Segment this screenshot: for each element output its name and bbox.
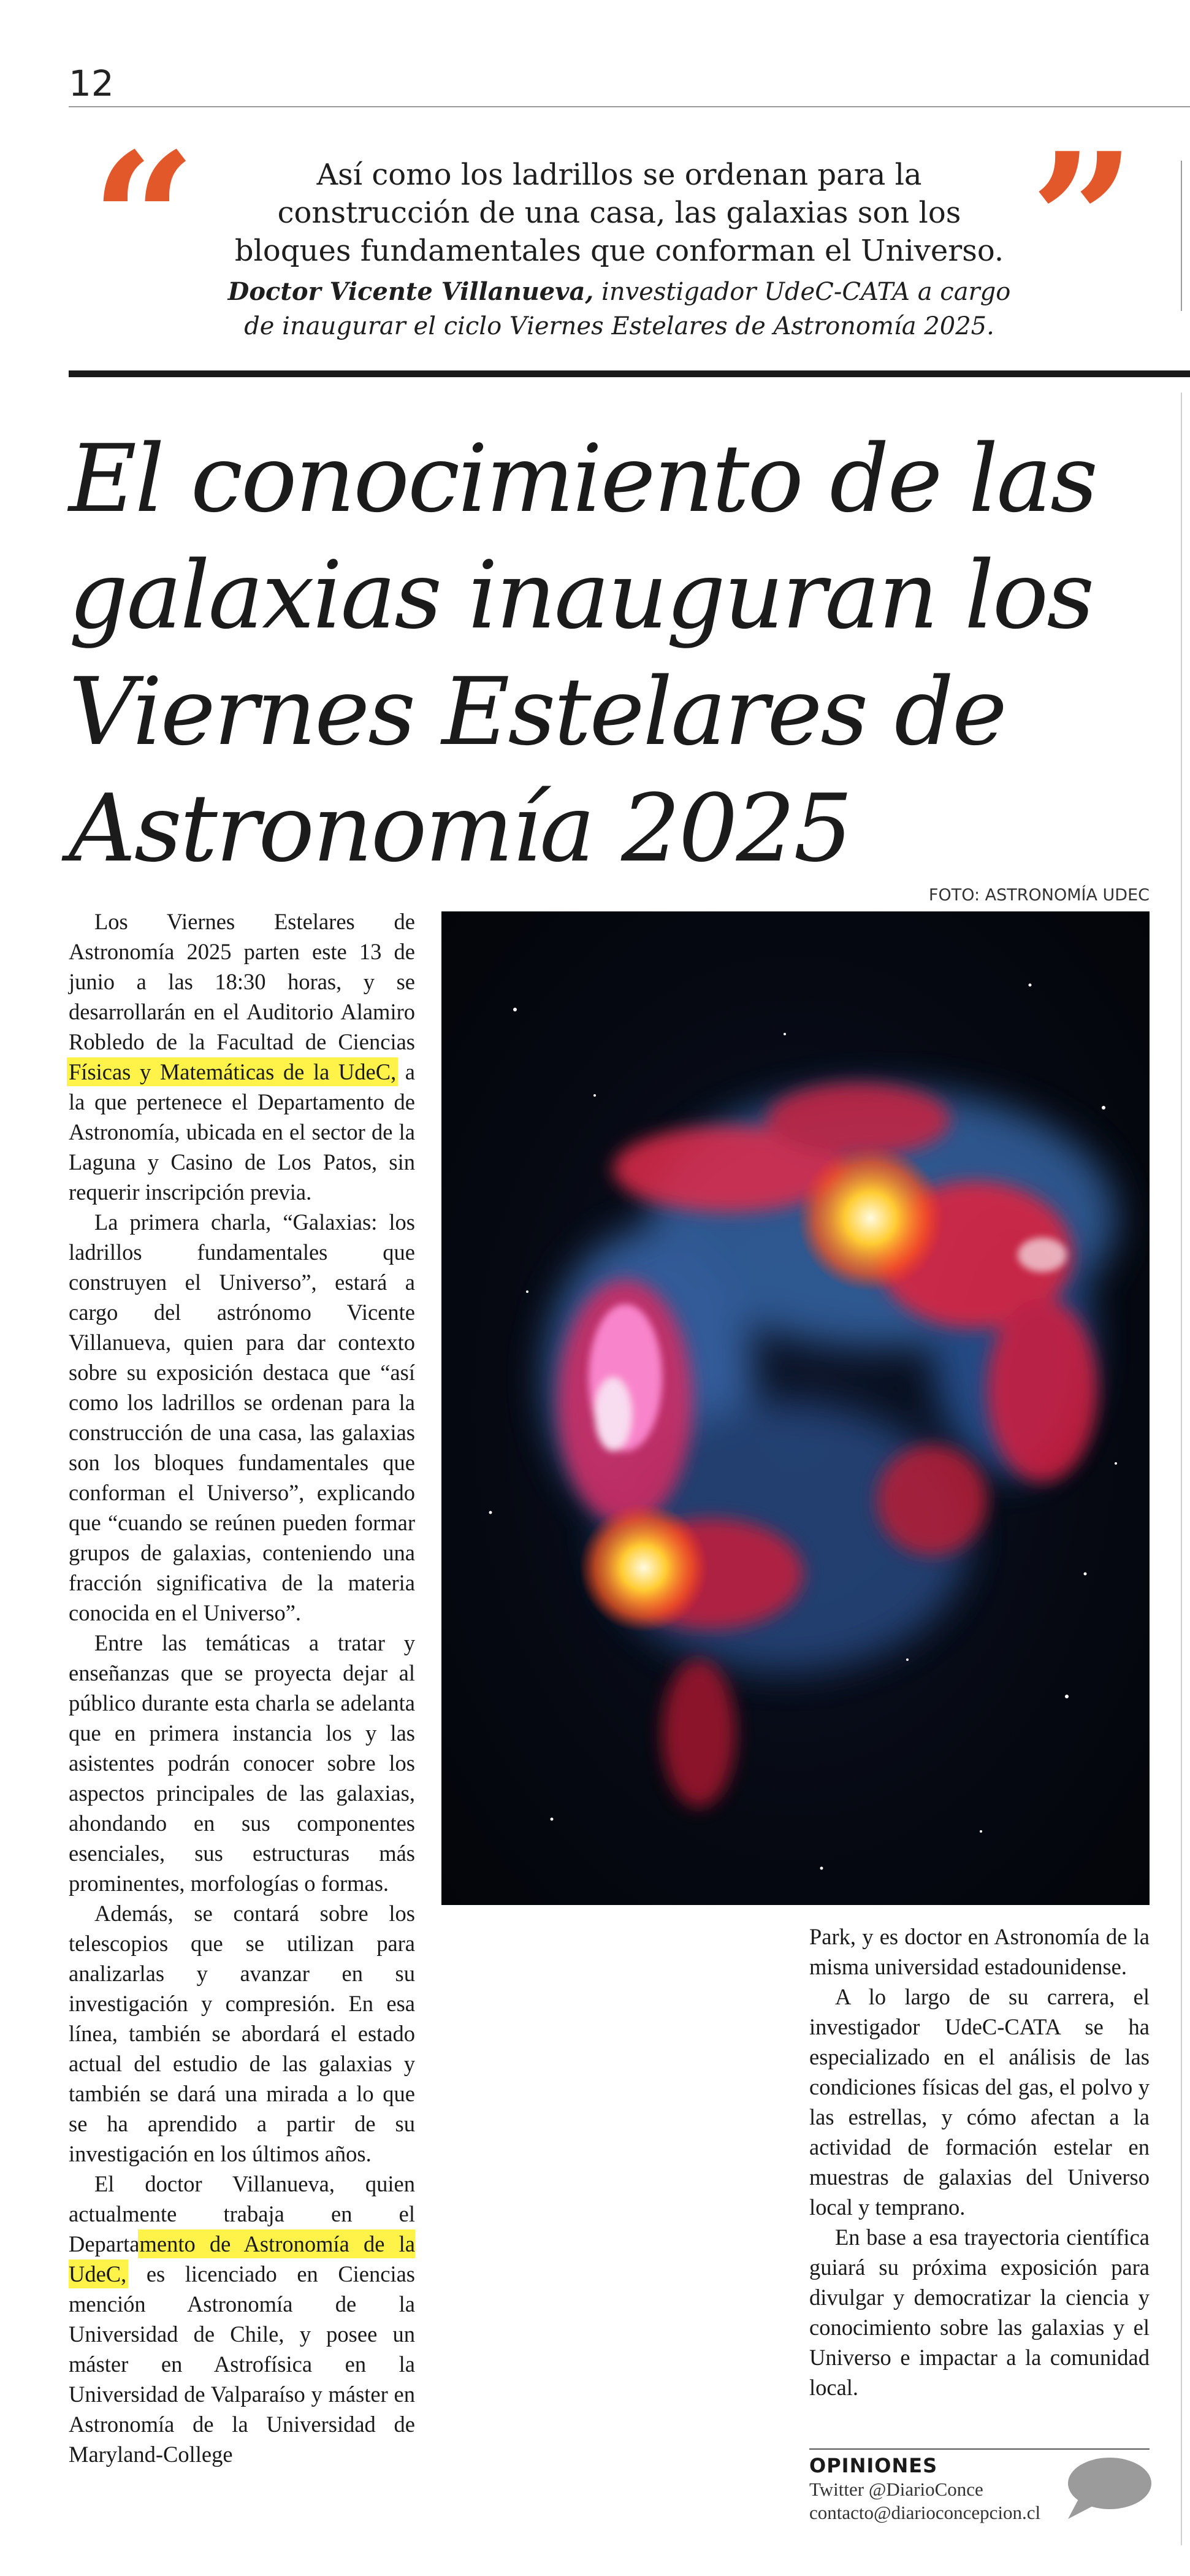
photo-credit: FOTO: ASTRONOMÍA UDEC (928, 886, 1150, 905)
body-column-right (809, 1922, 1150, 2402)
right-rule (1181, 161, 1182, 311)
pull-quote-attribution (227, 275, 1012, 343)
body-paragraph: Entre las temáticas a tratar y enseñanzas que se proyecta dejar al público durante esta charla se adelanta que en primera instancia los y las asistentes podrán conocer sobre los aspectos principales de las galaxias, ahondando en sus componentes esenciales, sus estructuras más prominentes, morfologías o formas. (69, 1630, 415, 1896)
opinions-rule (809, 2448, 1150, 2450)
speech-bubble-icon (1061, 2455, 1153, 2523)
quote-open-icon: “ (91, 112, 197, 329)
pull-quote (227, 156, 1012, 343)
highlighted-text: mento de Astronomía de la UdeC, (69, 2231, 415, 2287)
opinions-email: contacto@diarioconcepcion.cl (809, 2502, 1041, 2523)
attribution-role: investigador UdeC-CATA a cargo de inaugurar el ciclo Viernes Estelares de Astronomía 2025. (244, 278, 1011, 340)
pull-quote-text: Así como los ladrillos se ordenan para la construcción de una casa, las galaxias son los bloques fundamentales que conforman el Universo. (234, 158, 1004, 268)
body-paragraph: En base a esa trayectoria científica guiará su próxima exposición para divulgar y democratizar la ciencia y conocimiento sobre las galaxias y el Universo e impactar a la comunidad local. (809, 2225, 1150, 2400)
top-rule (69, 106, 1190, 107)
body-text: El doctor Villanueva, quien actualmente trabaja en el Departa (69, 2171, 415, 2256)
body-text: es licenciado en Ciencias mención Astronomía de la Universidad de Chile, y posee un máster en Astrofísica en la Universidad de Valparaíso y máster en Astronomía de la Universidad de Maryland-College (69, 2261, 415, 2467)
attribution-name: Doctor Vicente Villanueva, (227, 277, 594, 306)
body-paragraph (69, 2169, 415, 2469)
header-rule (69, 370, 1190, 377)
body-paragraph: La primera charla, “Galaxias: los ladrillos fundamentales que construyen el Universo”, estará a cargo del astrónomo Vicente Villanueva, quien para dar contexto sobre su exposición destaca que “así como los ladrillos se ordenan para la construcción de una casa, las galaxias son los bloques fundamentales que conforman el Universo”, explicando que “cuando se reúnen pueden formar grupos de galaxias, conteniendo una fracción significativa de la materia conocida en el Universo”. (69, 1209, 415, 1625)
body-paragraph: A lo largo de su carrera, el investigador UdeC-CATA se ha especializado en el análisis de las condiciones físicas del gas, el polvo y las estrellas, y cómo afectan a la actividad de formación estelar en muestras de galaxias del Universo local y temprano. (809, 1984, 1150, 2220)
opinions-heading: OPINIONES (809, 2454, 938, 2477)
column-rule (1181, 393, 1182, 2545)
body-paragraph (69, 907, 415, 1207)
body-text: Los Viernes Estelares de Astronomía 2025 parten este 13 de junio a las 18:30 horas, y se desarrollarán en el Auditorio Alamiro Robledo de la Facultad de Ciencias (69, 909, 415, 1054)
page-number: 12 (69, 63, 114, 104)
highlighted-text: Físicas y Matemáticas de la UdeC, (69, 1059, 397, 1084)
headline: El conocimiento de las galaxias inauguran los Viernes Estelares de Astronomía 2025 (69, 424, 1096, 883)
galaxy-photo (441, 911, 1150, 1905)
opinions-twitter: Twitter @DiarioConce (809, 2478, 983, 2500)
body-column-left (69, 907, 415, 2469)
galaxy-image (441, 911, 1150, 1905)
body-paragraph: Park, y es doctor en Astronomía de la misma universidad estadounidense. (809, 1924, 1150, 1979)
quote-close-icon: ” (1030, 112, 1136, 329)
body-text: a la que pertenece el Departamento de Astronomía, ubicada en el sector de la Laguna y Casino de Los Patos, sin requerir inscripción previa. (69, 1059, 416, 1205)
body-paragraph: Además, se contará sobre los telescopios que se utilizan para analizarlas y avanzar en su investigación y compresión. En esa línea, también se abordará el estado actual del estudio de las galaxias y también se dará una mirada a lo que se ha aprendido a partir de su investigación en los últimos años. (69, 1901, 415, 2166)
